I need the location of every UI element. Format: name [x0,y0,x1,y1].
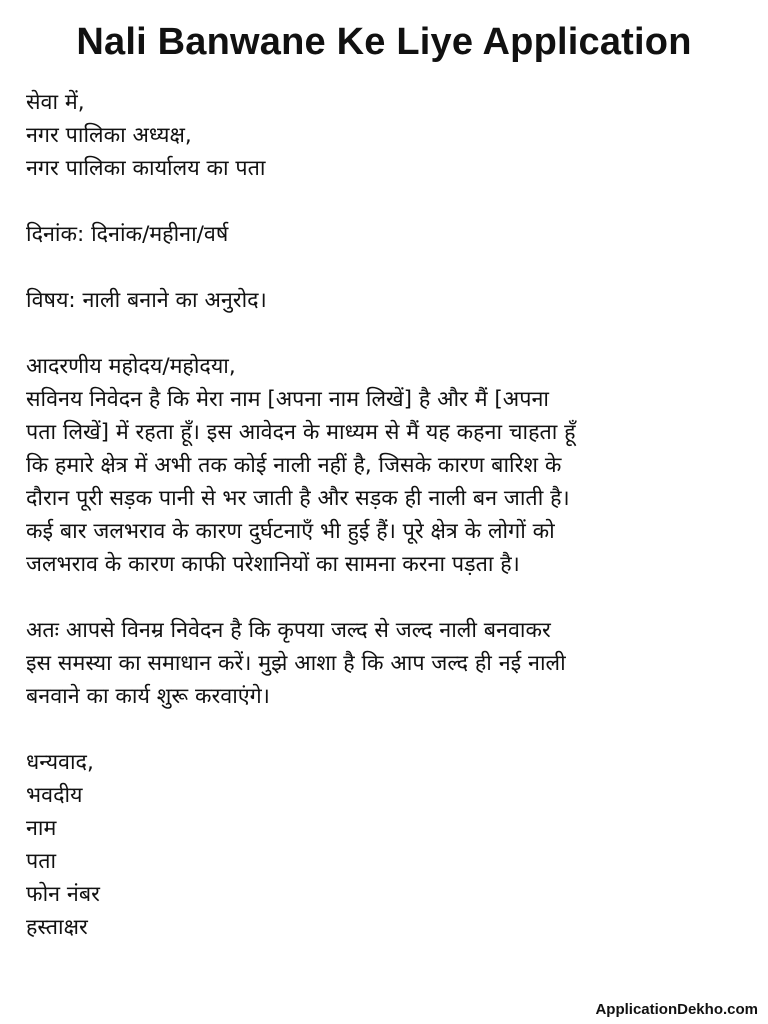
body-line: अतः आपसे विनम्र निवेदन है कि कृपया जल्द से जल्द नाली बनवाकर [26,618,551,643]
recipient-line-2: नगर पालिका अध्यक्ष, [26,123,192,148]
recipient-line-3: नगर पालिका कार्यालय का पता [26,156,266,181]
closing-phone: फोन नंबर [26,882,100,907]
body-line: जलभराव के कारण काफी परेशानियों का सामना करना पड़ता है। [26,552,520,577]
closing-name: नाम [26,816,57,841]
closing-thanks: धन्यवाद, [26,750,94,775]
closing-block [26,746,746,944]
closing-address: पता [26,849,57,874]
body-line: बनवाने का कार्य शुरू करवाएंगे। [26,684,270,709]
letter-body [26,86,746,944]
recipient-block [26,86,746,185]
body-line: पता लिखें] में रहता हूँ। इस आवेदन के माध्यम से मैं यह कहना चाहता हूँ [26,420,576,445]
page-title: Nali Banwane Ke Liye Application [76,21,692,63]
closing-signature: हस्ताक्षर [26,915,88,940]
spacer [26,581,746,614]
body-line: सविनय निवेदन है कि मेरा नाम [अपना नाम लिखें] है और मैं [अपना [26,387,549,412]
footer-brand: ApplicationDekho.com [595,1001,758,1018]
salutation: आदरणीय महोदय/महोदया, [26,354,236,379]
body-line: दौरान पूरी सड़क पानी से भर जाती है और सड़क ही नाली बन जाती है। [26,486,570,511]
body-line: कई बार जलभराव के कारण दुर्घटनाएँ भी हुई हैं। पूरे क्षेत्र के लोगों को [26,519,555,544]
body-line: कि हमारे क्षेत्र में अभी तक कोई नाली नहीं है, जिसके कारण बारिश के [26,453,562,478]
recipient-line-1: सेवा में, [26,90,85,115]
spacer [26,317,746,350]
body-line: इस समस्या का समाधान करें। मुझे आशा है कि आप जल्द ही नई नाली [26,651,566,676]
closing-yours: भवदीय [26,783,83,808]
subject-line: विषय: नाली बनाने का अनुरोद। [26,288,267,313]
spacer [26,713,746,746]
body-paragraph-1 [26,383,746,581]
body-paragraph-2 [26,614,746,713]
spacer [26,251,746,284]
spacer [26,185,746,218]
date-line: दिनांक: दिनांक/महीना/वर्ष [26,222,229,247]
